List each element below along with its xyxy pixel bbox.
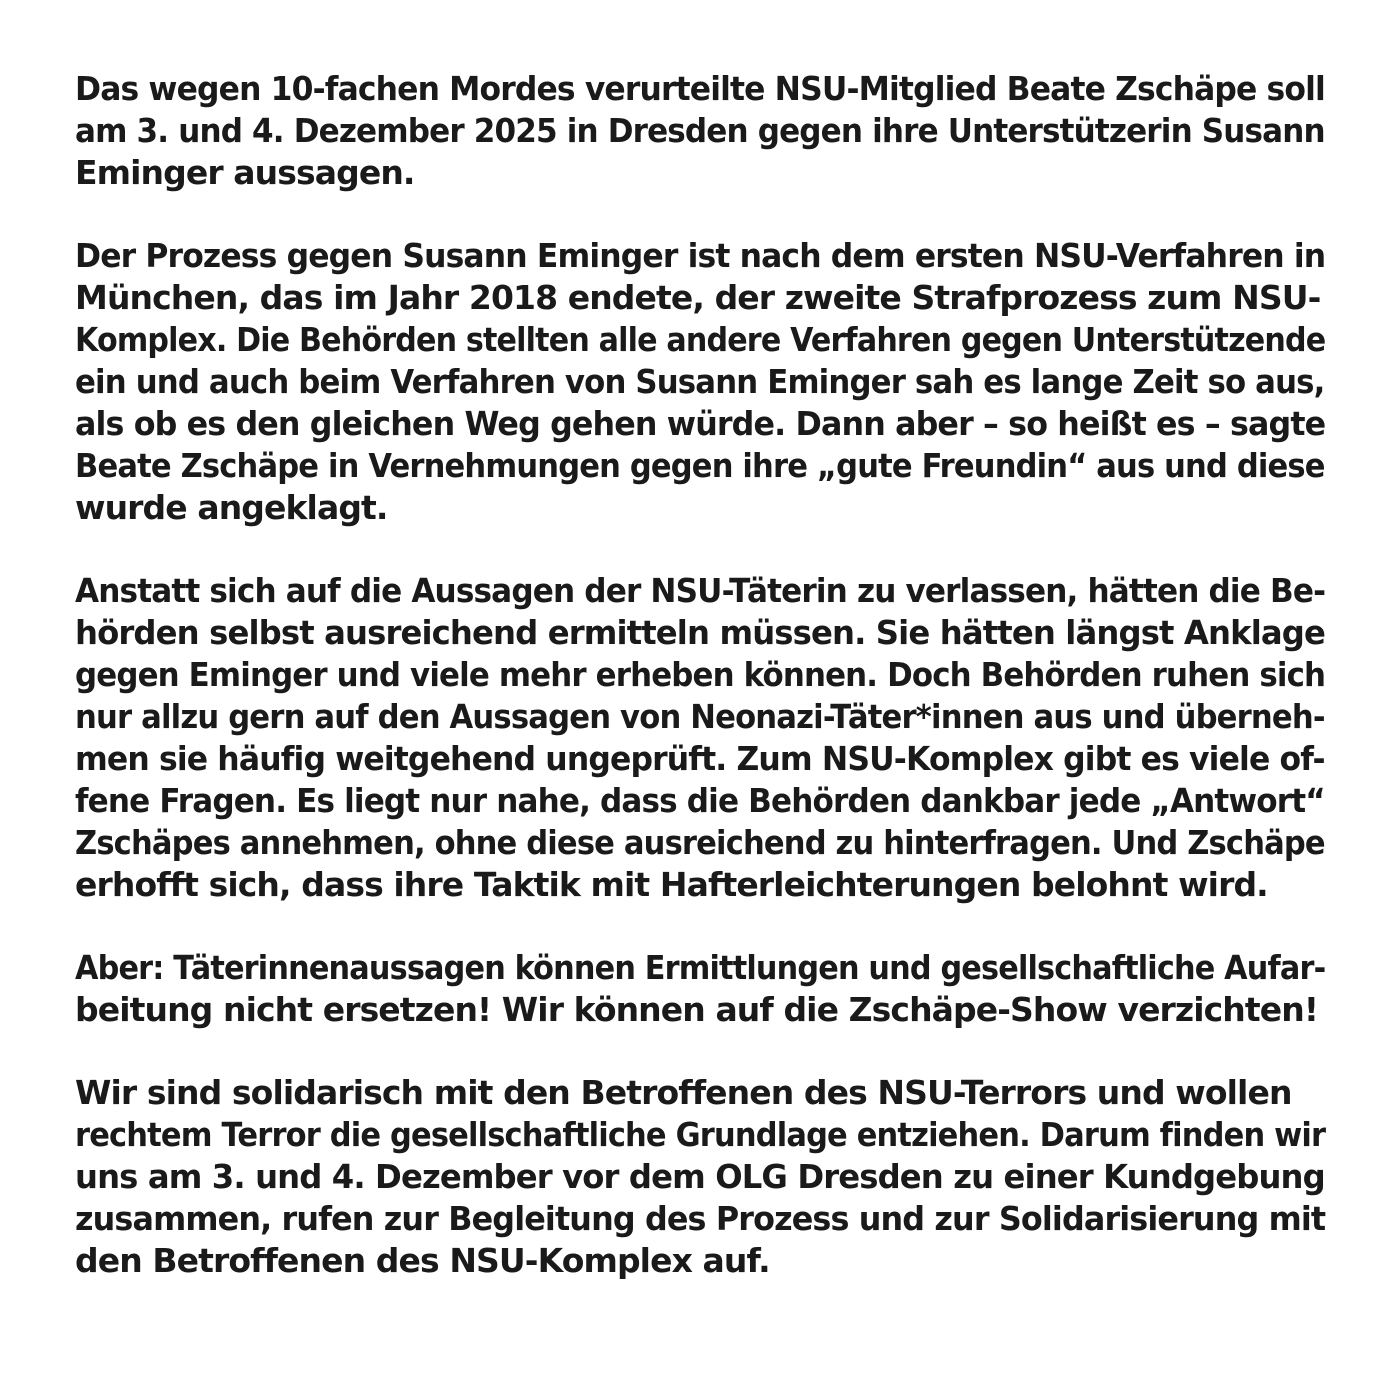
text-line: Komplex. Die Behörden stellten alle andere Verfahren gegen Unterstützende xyxy=(75,320,1326,359)
text-line: am 3. und 4. Dezember 2025 in Dresden gegen ihre Unterstützerin Susann xyxy=(75,111,1325,150)
text-line: wurde angeklagt. xyxy=(75,488,388,527)
text-line: Der Prozess gegen Susann Eminger ist nach dem ersten NSU-Verfahren in xyxy=(75,236,1326,275)
text-line: Aber: Täterinnenaussagen können Ermittlungen und gesellschaftliche Aufar- xyxy=(75,948,1326,987)
text-line: Eminger aussagen. xyxy=(75,153,415,192)
text-line: fene Fragen. Es liegt nur nahe, dass die Behörden dankbar jede „Antwort“ xyxy=(75,781,1325,820)
paragraph-statement xyxy=(75,947,1325,1031)
paragraph-trial-background xyxy=(75,235,1325,529)
text-line: Anstatt sich auf die Aussagen der NSU-Täterin zu verlassen, hätten die Be- xyxy=(75,571,1326,610)
text-line: Das wegen 10-fachen Mordes verurteilte NSU-Mitglied Beate Zschäpe soll xyxy=(75,69,1325,108)
text-line: gegen Eminger und viele mehr erheben können. Doch Behörden ruhen sich xyxy=(75,655,1326,694)
text-line: als ob es den gleichen Weg gehen würde. Dann aber – so heißt es – sagte xyxy=(75,404,1326,443)
text-line: den Betroffenen des NSU-Komplex auf. xyxy=(75,1241,770,1280)
text-line: erhofft sich, dass ihre Taktik mit Hafterleichterungen belohnt wird. xyxy=(75,865,1268,904)
text-line: Beate Zschäpe in Vernehmungen gegen ihre „gute Freundin“ aus und diese xyxy=(75,446,1325,485)
paragraph-call-to-action xyxy=(75,1072,1325,1282)
text-line: hörden selbst ausreichend ermitteln müssen. Sie hätten längst Anklage xyxy=(75,613,1326,652)
text-line: nur allzu gern auf den Aussagen von Neonazi-Täter*innen aus und überneh- xyxy=(75,697,1325,736)
text-line: rechtem Terror die gesellschaftliche Grundlage entziehen. Darum finden wir xyxy=(75,1115,1326,1154)
text-line: Zschäpes annehmen, ohne diese ausreichend zu hinterfragen. Und Zschäpe xyxy=(75,823,1325,862)
text-line: ein und auch beim Verfahren von Susann Eminger sah es lange Zeit so aus, xyxy=(75,362,1325,401)
text-line: beitung nicht ersetzen! Wir können auf die Zschäpe-Show verzichten! xyxy=(75,990,1318,1029)
text-line: uns am 3. und 4. Dezember vor dem OLG Dresden zu einer Kundgebung xyxy=(75,1157,1325,1196)
paragraph-intro xyxy=(75,68,1325,194)
paragraph-criticism xyxy=(75,570,1325,906)
document-body xyxy=(75,68,1325,1323)
text-line: München, das im Jahr 2018 endete, der zweite Strafprozess zum NSU- xyxy=(75,278,1321,317)
text-line: zusammen, rufen zur Begleitung des Prozess und zur Solidarisierung mit xyxy=(75,1199,1326,1238)
text-line: men sie häufig weitgehend ungeprüft. Zum NSU-Komplex gibt es viele of- xyxy=(75,739,1325,778)
text-line: Wir sind solidarisch mit den Betroffenen des NSU-Terrors und wollen xyxy=(75,1073,1292,1112)
